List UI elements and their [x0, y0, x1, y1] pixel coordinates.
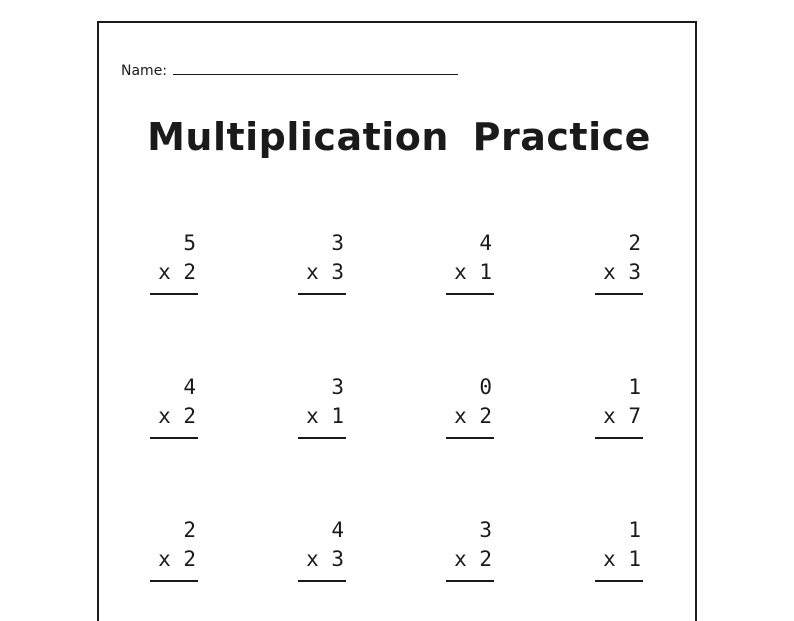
problem-top-number: 1: [628, 375, 641, 399]
answer-line: [298, 437, 346, 439]
problem-multiplier: x 1: [454, 260, 492, 284]
problem-top-number: 4: [331, 518, 344, 542]
answer-line: [298, 293, 346, 295]
problem-multiplier: x 2: [158, 260, 196, 284]
problem-10: [296, 516, 346, 582]
answer-line: [298, 580, 346, 582]
answer-line: [595, 580, 643, 582]
worksheet-page: [97, 21, 697, 621]
answer-line: [595, 293, 643, 295]
problem-7: [444, 373, 494, 439]
problem-multiplier: x 3: [603, 260, 641, 284]
problem-2: [296, 229, 346, 295]
answer-line: [150, 580, 198, 582]
name-label: Name:: [121, 63, 168, 79]
problem-top-number: 1: [628, 518, 641, 542]
problem-3: [444, 229, 494, 295]
problem-9: [148, 516, 198, 582]
name-blank-line: [173, 62, 458, 75]
answer-line: [150, 437, 198, 439]
answer-line: [150, 293, 198, 295]
problem-multiplier: x 3: [306, 260, 344, 284]
problem-multiplier: x 2: [158, 547, 196, 571]
problem-multiplier: x 1: [603, 547, 641, 571]
problem-top-number: 5: [183, 231, 196, 255]
problem-top-number: 3: [331, 231, 344, 255]
problem-6: [296, 373, 346, 439]
problem-multiplier: x 3: [306, 547, 344, 571]
problem-multiplier: x 7: [603, 404, 641, 428]
problem-5: [148, 373, 198, 439]
problem-top-number: 4: [479, 231, 492, 255]
problem-top-number: 3: [331, 375, 344, 399]
answer-line: [446, 293, 494, 295]
problem-top-number: 2: [183, 518, 196, 542]
problem-top-number: 3: [479, 518, 492, 542]
page-title: Multiplication Practice: [147, 115, 651, 159]
problem-multiplier: x 2: [454, 547, 492, 571]
problem-12: [593, 516, 643, 582]
problem-8: [593, 373, 643, 439]
problem-1: [148, 229, 198, 295]
problem-4: [593, 229, 643, 295]
problem-11: [444, 516, 494, 582]
problem-multiplier: x 1: [306, 404, 344, 428]
problem-top-number: 4: [183, 375, 196, 399]
answer-line: [595, 437, 643, 439]
answer-line: [446, 437, 494, 439]
problem-multiplier: x 2: [454, 404, 492, 428]
name-row: [121, 62, 458, 79]
problem-top-number: 0: [479, 375, 492, 399]
problem-multiplier: x 2: [158, 404, 196, 428]
answer-line: [446, 580, 494, 582]
problem-top-number: 2: [628, 231, 641, 255]
